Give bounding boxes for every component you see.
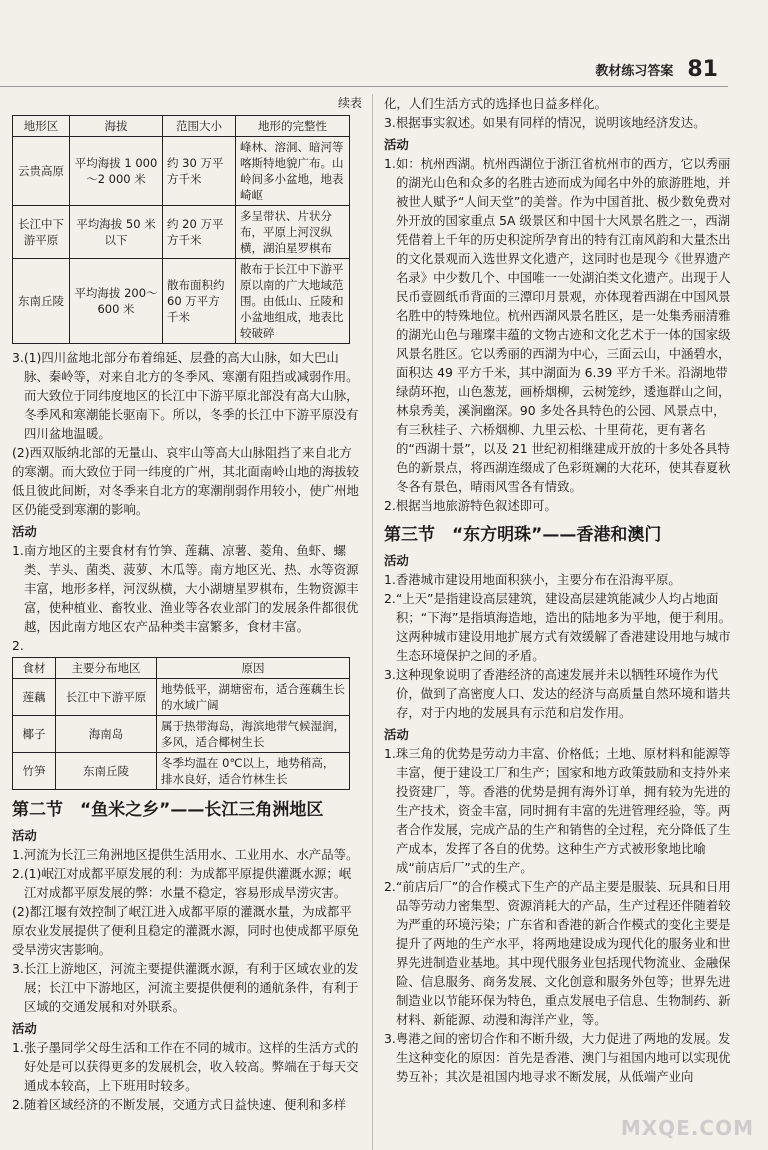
table-cell: 云贵高原 <box>13 137 70 206</box>
table-cell: 属于热带海岛，海滨地带气候湿润，多风，适合椰树生长 <box>157 716 350 753</box>
answer-paragraph: 1.河流为长江三角洲地区提供生活用水、工业用水、水产品等。 <box>12 847 359 862</box>
answer-paragraph: 1.香港城市建设用地面积狭小，主要分布在沿海平原。 <box>384 572 681 587</box>
table-header-cell: 主要分布地区 <box>56 658 157 679</box>
table-header-cell: 范围大小 <box>163 116 236 137</box>
answer-paragraph: 1.珠三角的优势是劳动力丰富、价格低；土地、原材料和能源等丰富，便于建设工厂和生产；国家和地方政策鼓励和支持外来投资建厂，等。香港的优势是拥有海外订单，拥有较为先进的生产技术，资金丰富，同时拥有丰富的先进管理经验，等。两者合作发展，完成产品的生产和销售的全过程，充分降低了生产成本，发挥了各自的优势。这种生产方式被形象地比喻成“前店后厂”式的生产。 <box>384 746 731 875</box>
answer-paragraph: 1.张子墨同学父母生活和工作在不同的城市。这样的生活方式的好处是可以获得更多的发展机会，收入较高。弊端在于每天交通成本较高，上下班用时较多。 <box>12 1040 359 1093</box>
table-cell: 莲藕 <box>13 679 56 716</box>
page-number: 81 <box>687 56 718 82</box>
table-header-cell: 地形区 <box>13 116 70 137</box>
table-header-cell: 原因 <box>157 658 350 679</box>
watermark: MXQE.COM <box>620 1116 754 1140</box>
table-cell: 竹笋 <box>13 753 56 790</box>
table-cell: 海南岛 <box>56 716 157 753</box>
table-row <box>13 679 350 716</box>
table-cell: 峰林、溶洞、暗河等喀斯特地貌广布。山岭间多小盆地，地表崎岖 <box>236 137 350 206</box>
activity-heading: 活动 <box>384 727 409 742</box>
answer-paragraph: (2)西双版纳北部的无量山、哀牢山等高大山脉阻挡了来自北方的寒潮。而大致位于同一纬度的广州，其北面南岭山地的海拔较低且彼此间断，对冬季来自北方的寒潮削弱作用较小，使广州地区仍能受到寒潮的影响。 <box>12 445 359 517</box>
table-cell: 东南丘陵 <box>13 259 70 344</box>
answer-paragraph: 1.如：杭州西湖。杭州西湖位于浙江省杭州市的西方，它以秀丽的湖光山色和众多的名胜古迹而成为闻名中外的旅游胜地，并被世人赋予“人间天堂”的美誉。作为中国首批、极少数免费对外开放的国家重点 5A 级景区和中国十大风景名胜之一，西湖凭借着上千年的历史积淀所孕育出的特有江南风韵和大量杰出的文化景观而入选世界文化遗产，这同时也是现今《世界遗产名录》中少数几个、中国唯一一处湖泊类文化遗产。出现于人民币壹圆纸币背面的三潭印月景观，亦体现着西湖在中国风景名胜中的特殊地位。杭州西湖风景名胜区，是一处集秀丽清雅的湖光山色与璀璨丰蕴的文物古迹和文化艺术于一体的国家级风景名胜区。它以秀丽的西湖为中心，三面云山，中涵碧水，面积达 49 平方千米，其中湖面为 6.39 平方千米。沿湖地带绿荫环抱，山色葱茏，画桥烟柳，云树笼纱，逶迤群山之间，林泉秀美，溪涧幽深。90 多处各具特色的公园、风景点中，有三秋桂子、六桥烟柳、九里云松、十里荷花，更有著名的“西湖十景”，以及 21 世纪初相继建成开放的十多处各具特色的新景点，将西湖连缀成了色彩斑斓的大花环，使其春夏秋冬各有景色，晴雨风雪各有情致。 <box>384 156 731 494</box>
table-row <box>13 137 350 206</box>
answer-paragraph: 2.(1)岷江对成都平原发展的利：为成都平原提供灌溉水源；岷江对成都平原发展的弊：水量不稳定，容易形成旱涝灾害。 <box>12 866 352 900</box>
answer-paragraph: 3.这种现象说明了香港经济的高速发展并未以牺牲环境作为代价，做到了高密度人口、发达的经济与高质量自然环境和谐共存，对于内地的发展具有示范和启发作用。 <box>384 667 731 720</box>
activity-heading: 活动 <box>384 553 409 568</box>
page-header <box>595 54 718 84</box>
table-continued-note: 续表 <box>337 96 362 110</box>
table-row <box>13 716 350 753</box>
table-cell: 地势低平，湖塘密布，适合莲藕生长的水域广阔 <box>157 679 350 716</box>
table-cell: 长江中下游平原 <box>13 206 70 259</box>
right-column <box>384 94 734 1150</box>
answer-paragraph: 3.长江上游地区，河流主要提供灌溉水源，有利于区域农业的发展；长江中下游地区，河流主要提供便利的通航条件，有利于区域的交通发展和对外联系。 <box>12 961 359 1014</box>
table-header-cell: 食材 <box>13 658 56 679</box>
answer-paragraph: 2. <box>12 638 24 653</box>
food-table <box>12 657 350 790</box>
header-rule <box>0 86 728 87</box>
table-header-cell: 地形的完整性 <box>236 116 350 137</box>
table-cell: 散布面积约 60 万平方千米 <box>163 259 236 344</box>
terrain-table <box>12 115 350 344</box>
table-cell: 散布于长江中下游平原以南的广大地域范围。由低山、丘陵和小盆地组成，地表比较破碎 <box>236 259 350 344</box>
table-cell: 椰子 <box>13 716 56 753</box>
answer-paragraph: 化，人们生活方式的选择也日益多样化。 <box>384 96 608 111</box>
section-title: 第二节 “鱼米之乡”——长江三角洲地区 <box>12 800 324 820</box>
table-header-row <box>13 116 350 137</box>
column-divider <box>372 94 373 1150</box>
answer-paragraph: 2.“上天”是指建设高层建筑，建设高层建筑能减少人均占地面积；“下海”是指填海造地，造出的陆地多为平地，便于利用。这两种城市建设用地扩展方式有效缓解了香港建设用地与城市生态环境保护之间的矛盾。 <box>384 591 731 663</box>
table-cell: 长江中下游平原 <box>56 679 157 716</box>
answer-paragraph: 3.粤港之间的密切合作和不断升级，大力促进了两地的发展。发生这种变化的原因：首先是香港、澳门与祖国内地可以实现优势互补；其次是祖国内地寻求不断发展，从低端产业向 <box>384 1031 731 1084</box>
activity-heading: 活动 <box>384 137 409 152</box>
table-header-row <box>13 658 350 679</box>
table-row <box>13 753 350 790</box>
table-cell: 平均海拔 50 米以下 <box>70 206 163 259</box>
activity-heading: 活动 <box>12 1021 37 1036</box>
answer-paragraph: 1.南方地区的主要食材有竹笋、莲藕、凉薯、菱角、鱼虾、螺类、芋头、菌类、菠萝、木瓜等。南方地区光、热、水等资源丰富，地形多样，河汊纵横，大小湖塘星罗棋布，生物资源丰富，使种植业、畜牧业、渔业等各农业部门的发展条件都很优越，因此南方地区农产品种类丰富繁多，食材丰富。 <box>12 543 359 634</box>
answer-paragraph: 3.(1)四川盆地北部分布着绵延、层叠的高大山脉，如大巴山脉、秦岭等，对来自北方的冬季风、寒潮有阻挡或减弱作用。而大致位于同纬度地区的长江中下游平原北部没有高大山脉，冬季风和寒潮能长驱南下。所以，冬季的长江中下游平原没有四川盆地温暖。 <box>12 350 359 441</box>
answer-paragraph: 2.根据当地旅游特色叙述即可。 <box>384 498 557 513</box>
activity-heading: 活动 <box>12 828 37 843</box>
table-cell: 约 20 万平方千米 <box>163 206 236 259</box>
table-row <box>13 259 350 344</box>
answer-paragraph: (2)都江堰有效控制了岷江进入成都平原的灌溉水量，为成都平原农业发展提供了便利且稳定的灌溉水源，同时也使成都平原免受旱涝灾害影响。 <box>12 904 359 957</box>
table-cell: 东南丘陵 <box>56 753 157 790</box>
left-column <box>12 94 362 1150</box>
table-cell: 多呈带状、片状分布，平原上河汊纵横，湖泊星罗棋布 <box>236 206 350 259</box>
table-cell: 平均海拔 1 000～2 000 米 <box>70 137 163 206</box>
table-cell: 平均海拔 200～600 米 <box>70 259 163 344</box>
table-cell: 冬季均温在 0℃以上，地势稍高，排水良好，适合竹林生长 <box>157 753 350 790</box>
header-title: 教材练习答案 <box>595 63 674 79</box>
answer-paragraph: 3.根据事实叙述。如果有同样的情况，说明该地经济发达。 <box>384 115 706 130</box>
answer-paragraph: 2.随着区域经济的不断发展，交通方式日益快速、便利和多样 <box>12 1097 346 1112</box>
table-header-cell: 海拔 <box>70 116 163 137</box>
activity-heading: 活动 <box>12 524 37 539</box>
table-row <box>13 206 350 259</box>
answer-paragraph: 2.“前店后厂”的合作模式下生产的产品主要是服装、玩具和日用品等劳动力密集型、资源消耗大的产品，生产过程还伴随着较为严重的环境污染；广东省和香港的新合作模式的变化主要是提升了两地的生产水平，将两地建设成为现代化的服务业和世界先进制造业基地。其中现代服务业包括现代物流业、金融保险、信息服务、商务发展、文化创意和服务外包等；世界先进制造业以节能环保为特色，重点发展电子信息、生物制药、新材料、新能源、动漫和海洋产业，等。 <box>384 879 731 1027</box>
table-cell: 约 30 万平方千米 <box>163 137 236 206</box>
section-title: 第三节 “东方明珠”——香港和澳门 <box>384 525 662 545</box>
